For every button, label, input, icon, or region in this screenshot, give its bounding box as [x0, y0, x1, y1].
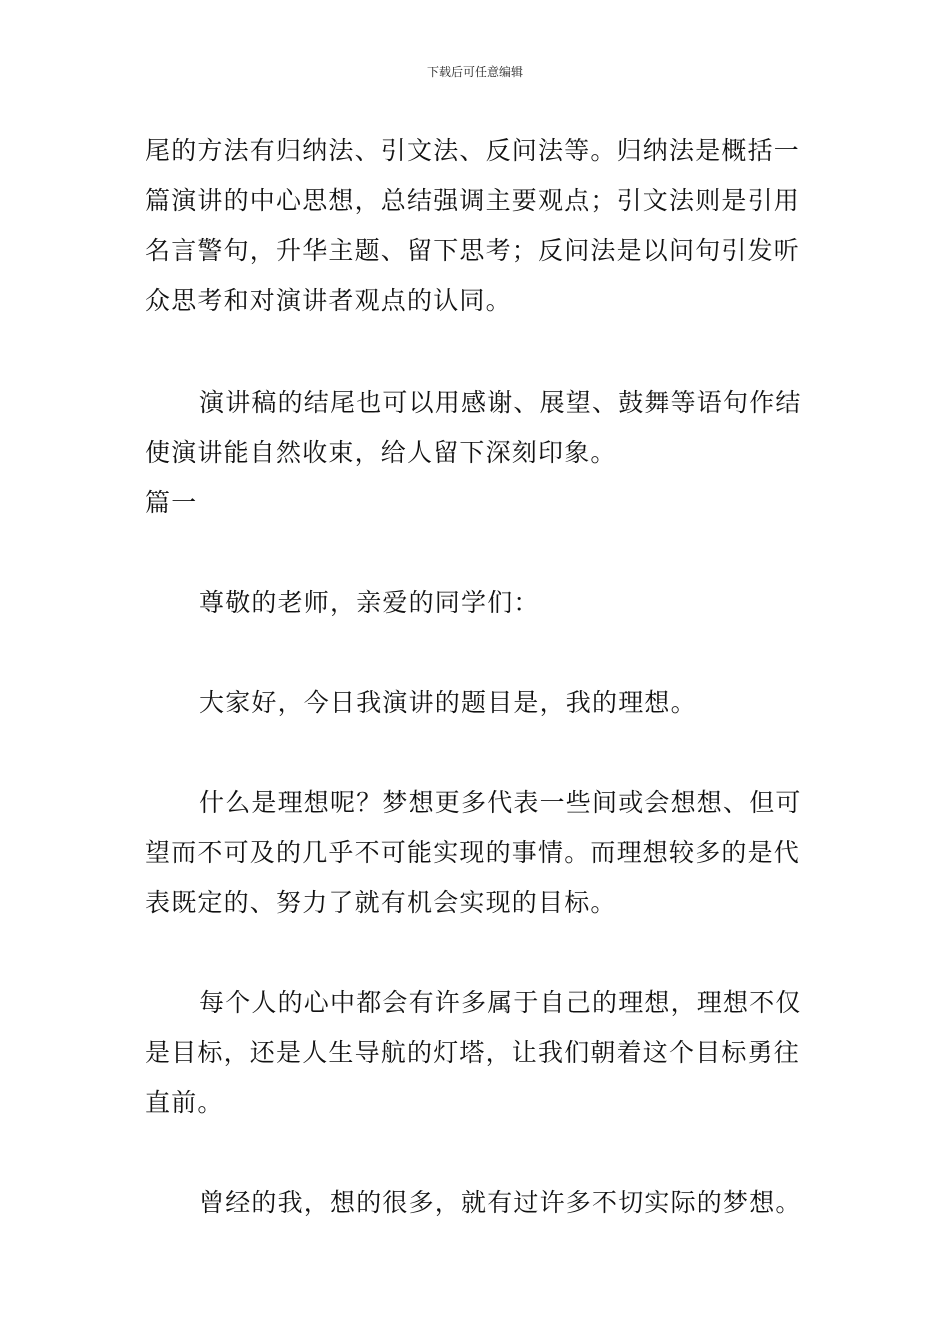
text-line: 是目标，还是人生导航的灯塔，让我们朝着这个目标勇往: [145, 1038, 801, 1067]
paragraph-closing-methods: [145, 126, 810, 326]
text-line: 尾的方法有归纳法、引文法、反问法等。归纳法是概括一: [145, 136, 801, 165]
text-line: 尊敬的老师，亲爱的同学们：: [199, 588, 540, 617]
text-line: 名言警句，升华主题、留下思考；反问法是以问句引发听: [145, 236, 801, 265]
section-title: [145, 478, 810, 528]
paragraph-spacer: [145, 728, 810, 778]
text-line: 演讲稿的结尾也可以用感谢、展望、鼓舞等语句作结: [199, 388, 802, 417]
paragraph-spacer: [145, 528, 810, 578]
text-line: 使演讲能自然收束，给人留下深刻印象。: [145, 438, 617, 467]
paragraph-spacer: [145, 1128, 810, 1178]
paragraph-past-dreams: [145, 1178, 810, 1228]
text-line: 直前。: [145, 1088, 224, 1117]
speech-intro: [145, 678, 810, 728]
paragraph-spacer: [145, 928, 810, 978]
paragraph-spacer: [145, 628, 810, 678]
text-line: 表既定的、努力了就有机会实现的目标。: [145, 888, 617, 917]
text-line: 曾经的我，想的很多，就有过许多不切实际的梦想。: [199, 1188, 802, 1217]
page-header-note: 下载后可任意编辑: [426, 65, 523, 79]
text-line: 篇演讲的中心思想，总结强调主要观点；引文法则是引用: [145, 186, 801, 215]
paragraph-what-is-ideal: [145, 778, 810, 928]
text-line: 大家好，今日我演讲的题目是，我的理想。: [199, 688, 697, 717]
section-title-text: 篇一: [145, 488, 198, 517]
paragraph-spacer: [145, 326, 810, 378]
text-line: 什么是理想呢？梦想更多代表一些间或会想想、但可: [199, 788, 802, 817]
text-line: 众思考和对演讲者观点的认同。: [145, 286, 512, 315]
document-body: [145, 126, 810, 1228]
paragraph-everyone-ideals: [145, 978, 810, 1128]
text-line: 望而不可及的几乎不可能实现的事情。而理想较多的是代: [145, 838, 801, 867]
paragraph-closing-phrases: [145, 378, 810, 478]
text-line: 每个人的心中都会有许多属于自己的理想，理想不仅: [199, 988, 802, 1017]
speech-greeting: [145, 578, 810, 628]
